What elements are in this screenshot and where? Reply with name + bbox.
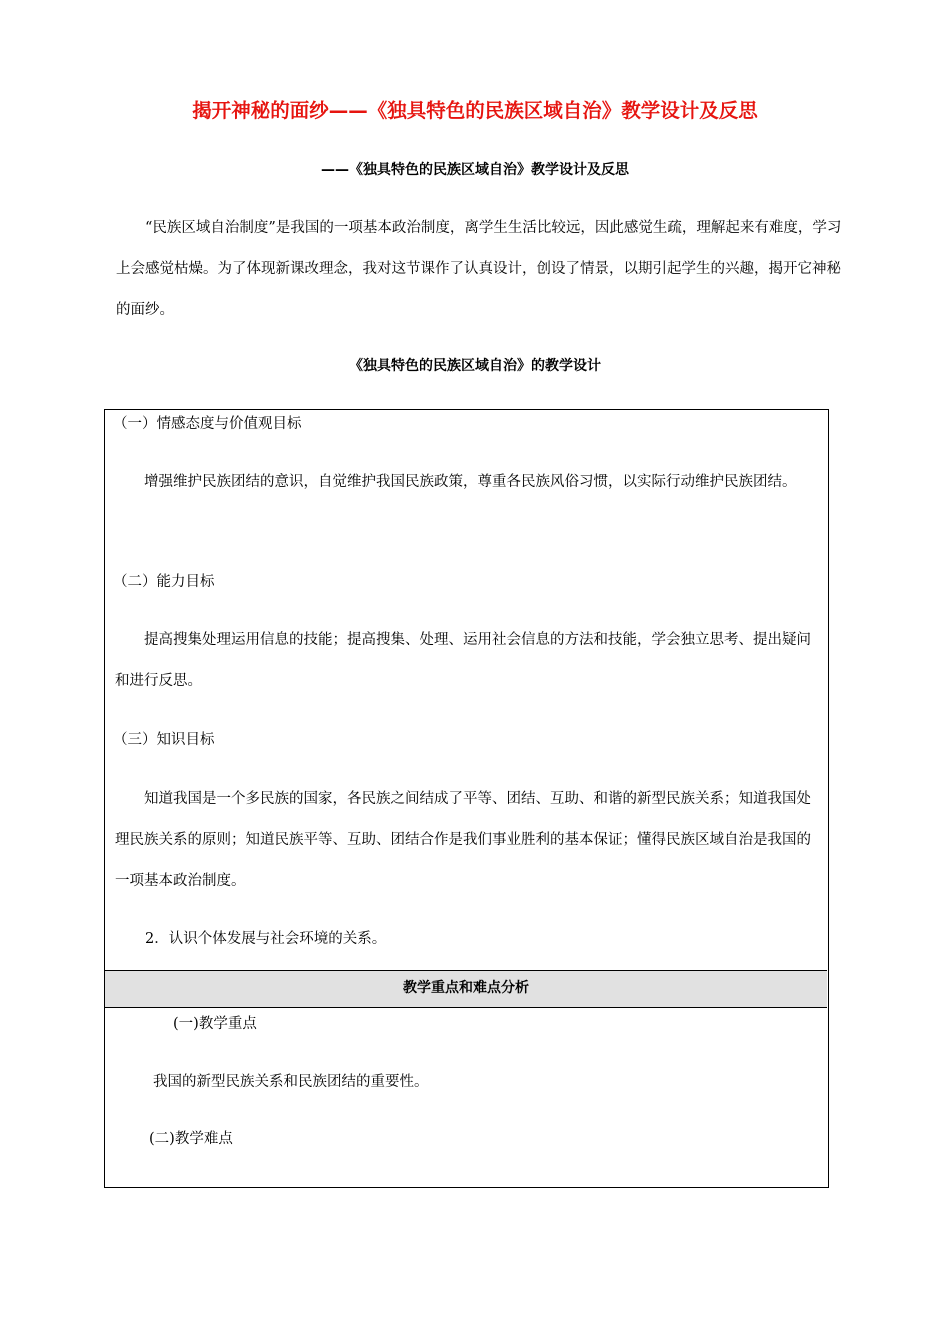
- objective-item-2: 2．认识个体发展与社会环境的关系。: [145, 931, 387, 947]
- design-section-heading: 《独具特色的民族区域自治》的教学设计: [349, 358, 601, 374]
- emotion-objective-heading: （一）情感态度与价值观目标: [113, 416, 302, 432]
- difficulty-heading: (二)教学难点: [149, 1131, 233, 1147]
- design-table: [104, 409, 829, 1188]
- analysis-header: 教学重点和难点分析: [105, 970, 827, 1008]
- intro-paragraph: “民族区域自治制度”是我国的一项基本政治制度，离学生生活比较远，因此感觉生疏，理解起来有难度，学习上会感觉枯燥。为了体现新课改理念，我对这节课作了认真设计，创设了情景，以期引起学生的兴趣，揭开它神秘的面纱。: [116, 220, 842, 318]
- knowledge-objective-heading: （三）知识目标: [113, 732, 215, 748]
- document-title: 揭开神秘的面纱——《独具特色的民族区域自治》教学设计及反思: [192, 99, 758, 122]
- document-subtitle: ——《独具特色的民族区域自治》教学设计及反思: [321, 162, 629, 178]
- knowledge-objective-text: 知道我国是一个多民族的国家，各民族之间结成了平等、团结、互助、和谐的新型民族关系；知道我国处理民族关系的原则；知道民族平等、互助、团结合作是我们事业胜利的基本保证；懂得民族区域自治是我国的一项基本政治制度。: [115, 791, 811, 889]
- key-point-text: 我国的新型民族关系和民族团结的重要性。: [153, 1074, 429, 1090]
- objectives-cell: [105, 410, 827, 970]
- ability-objective-heading: （二）能力目标: [113, 574, 215, 590]
- emotion-objective-text: 增强维护民族团结的意识，自觉维护我国民族政策，尊重各民族风俗习惯，以实际行动维护民族团结。: [144, 474, 797, 490]
- key-point-heading: (一)教学重点: [173, 1016, 257, 1032]
- ability-objective-text: 提高搜集处理运用信息的技能；提高搜集、处理、运用社会信息的方法和技能，学会独立思考、提出疑问和进行反思。: [115, 632, 811, 689]
